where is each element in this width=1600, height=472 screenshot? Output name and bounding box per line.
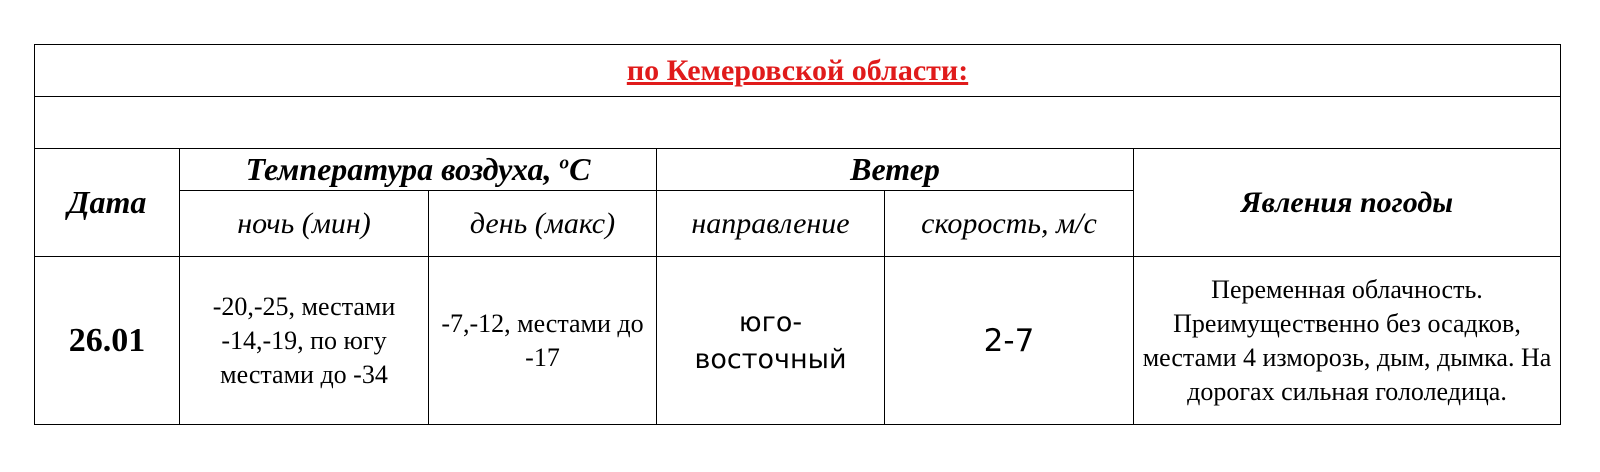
direction-value: юго-восточный [694,306,847,375]
temperature-header [246,151,591,187]
date-cell [35,257,180,425]
direction-header: направление [691,206,850,240]
day-cell [429,257,657,425]
night-value: -20,-25, местами -14,-19, по югу местами до -34 [212,291,396,389]
temperature-unit: С [569,151,591,187]
direction-header-cell [657,191,885,257]
phenomena-cell [1134,257,1561,425]
empty-row [35,97,1561,149]
speed-header: скорость, м/с [921,206,1097,240]
night-header-cell [180,191,429,257]
phenomena-header: Явления погоды [1240,185,1454,219]
speed-value: 2-7 [983,322,1035,359]
speed-cell [885,257,1134,425]
temperature-header-label: Температура воздуха, [245,151,560,187]
wind-header-cell [657,149,1134,191]
night-cell [180,257,429,425]
day-header-cell [429,191,657,257]
table-row [35,257,1561,425]
date-value: 26.01 [68,321,146,359]
phenomena-value: Переменная облачность. Преимущественно без осадков, местами 4 изморозь, дым, дымка. На дорогах сильная гололедица. [1142,274,1552,406]
forecast-table [34,44,1561,425]
date-header-cell [35,149,180,257]
date-header: Дата [67,184,147,220]
table-title: по Кемеровской области: [626,53,969,87]
speed-header-cell [885,191,1134,257]
degree-sup: о [559,152,570,174]
wind-header: Ветер [850,151,940,187]
day-header: день (макс) [469,206,616,240]
direction-cell [657,257,885,425]
phenomena-header-cell [1134,149,1561,257]
title-cell [35,45,1561,97]
night-header: ночь (мин) [237,206,371,240]
day-value: -7,-12, местами до -17 [441,308,644,372]
temperature-header-cell [180,149,657,191]
